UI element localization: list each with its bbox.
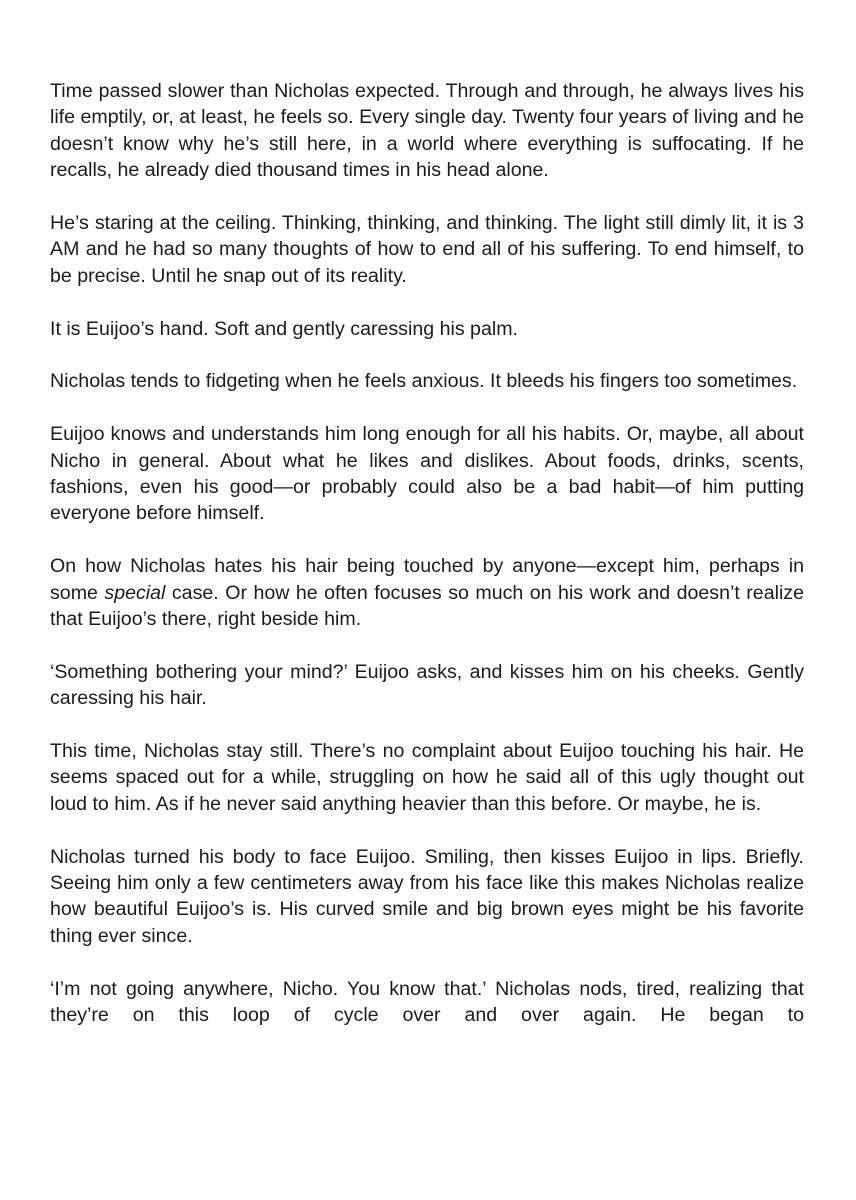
paragraph-9: Nicholas turned his body to face Euijoo. Smiling, then kisses Euijoo in lips. Briefly. Seeing him only a few centimeters away from his face like this makes Nicholas realize how beautiful Euijoo’s is. His curved smile and big brown eyes might be his favorite thing ever since. [50,845,804,947]
paragraph-6-after: case. Or how he often focuses so much on his work and doesn’t realize that Euijoo’s there, right beside him. [50,581,804,631]
paragraph-8: This time, Nicholas stay still. There’s no complaint about Euijoo touching his hair. He seems spaced out for a while, struggling on how he said all of this ugly thought out loud to him. As if he never said anything heavier than this before. Or maybe, he is. [50,740,804,815]
paragraph-6-emphasis: special [104,581,166,604]
paragraph-6 [50,553,804,632]
paragraph-3: It is Euijoo’s hand. Soft and gently caressing his palm. [50,317,518,340]
paragraph-10: ‘I’m not going anywhere, Nicho. You know that.’ Nicholas nods, tired, realizing that they’re on this loop of cycle over and over again. He began to [50,977,804,1027]
paragraph-4: Nicholas tends to fidgeting when he feels anxious. It bleeds his fingers too sometimes. [50,370,798,393]
paragraph-6-before: On how Nicholas hates his hair being touched by anyone—except him, perhaps in some [50,555,804,604]
paragraph-7: ‘Something bothering your mind?’ Euijoo asks, and kisses him on his cheeks. Gently caressing his hair. [50,660,804,710]
document-page [50,78,804,1028]
paragraph-5: Euijoo knows and understands him long enough for all his habits. Or, maybe, all about Nicho in general. About what he likes and dislikes. About foods, drinks, scents, fashions, even his good—or probably could also be a bad habit—of him putting everyone before himself. [50,423,804,525]
paragraph-1: Time passed slower than Nicholas expected. Through and through, he always lives his life emptily, or, at least, he feels so. Every single day. Twenty four years of living and he doesn’t know why he’s still here, in a world where everything is suffocating. If he recalls, he already died thousand times in his head alone. [50,80,804,182]
paragraph-2: He’s staring at the ceiling. Thinking, thinking, and thinking. The light still dimly lit, it is 3 AM and he had so many thoughts of how to end all of his suffering. To end himself, to be precise. Until he snap out of its reality. [50,212,804,287]
